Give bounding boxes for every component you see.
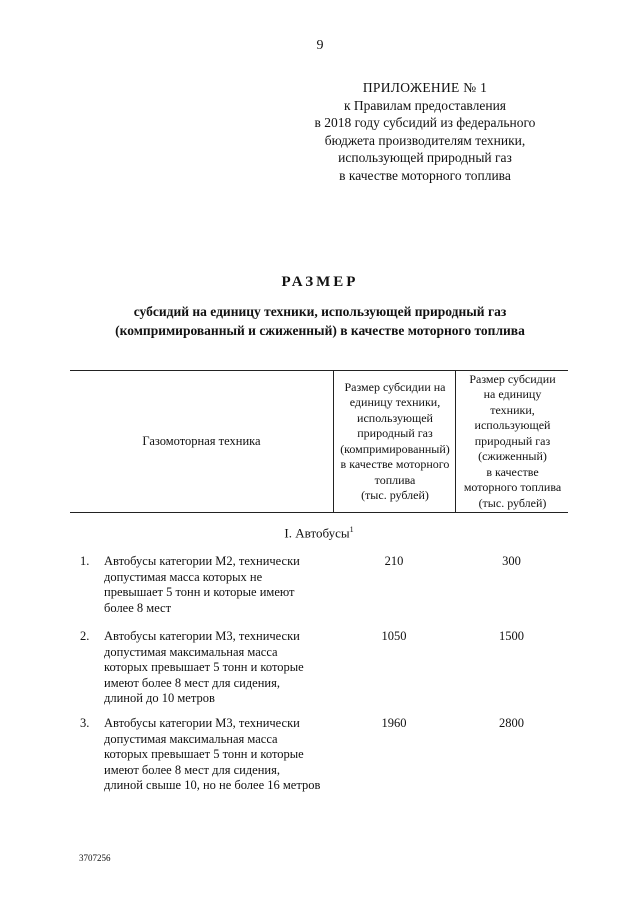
header-lng (455, 371, 569, 512)
row-cng-value: 1960 (381, 716, 407, 730)
header-lng-line: на единицу (483, 387, 542, 402)
subtitle-line: (компримированный и сжиженный) в качестве моторного топлива (115, 323, 525, 338)
row-description-line: более 8 мест (104, 600, 172, 615)
appendix-block (280, 79, 570, 184)
header-cng-line: использующей (357, 410, 433, 425)
row-description-line: допустимая максимальная масса (104, 644, 278, 659)
appendix-heading: ПРИЛОЖЕНИЕ № 1 (362, 80, 488, 95)
row-lng-value: 300 (502, 554, 521, 568)
row-description-line: имеют более 8 мест для сидения, (104, 675, 280, 690)
row-description-line: имеют более 8 мест для сидения, (104, 762, 280, 777)
row-description-line: Автобусы категории М2, технически (104, 554, 300, 568)
row-cng-value: 1050 (381, 629, 407, 643)
row-description-line: допустимая максимальная масса (104, 731, 278, 746)
header-lng-line: использующей (474, 418, 551, 433)
footer-document-code: 3707256 (79, 853, 111, 863)
page-number: 9 (316, 38, 324, 53)
row-description-line: которых превышает 5 тонн и которые (104, 747, 304, 761)
header-cng-line: (компримированный) (340, 441, 450, 456)
header-cng-line: Размер субсидии на (344, 379, 446, 394)
appendix-line: использующей природный газ (338, 150, 512, 165)
header-lng-line: Размер субсидии (469, 371, 556, 386)
document-title: РАЗМЕР (281, 274, 359, 290)
header-lng-line: техники, (490, 402, 535, 417)
row-description-line: Автобусы категории М3, технически (104, 629, 300, 643)
header-cng-line: единицу техники, (349, 395, 441, 409)
header-lng-line: (сжиженный) (478, 449, 547, 464)
row-number: 3. (80, 716, 90, 730)
appendix-line: к Правилам предоставления (343, 97, 507, 113)
row-description-line: длиной до 10 метров (104, 691, 215, 705)
header-lng-line: моторного топлива (463, 480, 562, 495)
row-description-line: которых превышает 5 тонн и которые (104, 660, 304, 674)
row-lng-value: 1500 (499, 629, 524, 643)
row-description-line: длиной свыше 10, но не более 16 метров (104, 778, 321, 792)
row-lng-value: 2800 (499, 716, 524, 730)
row-number: 2. (80, 629, 90, 643)
table-header (70, 370, 568, 513)
header-lng-line: в качестве (486, 464, 539, 479)
header-cng (333, 371, 456, 512)
header-technology: Газомоторная техника (142, 434, 261, 448)
row-description (104, 629, 334, 707)
section-heading (70, 525, 568, 541)
row-description (104, 716, 334, 794)
header-cng-line: топлива (374, 472, 416, 487)
subtitle-line: субсидий на единицу техники, использующей природный газ (133, 304, 507, 319)
subsidy-table (70, 370, 568, 792)
row-description-line: превышает 5 тонн и которые имеют (104, 585, 295, 599)
row-description (104, 554, 334, 616)
appendix-line: бюджета производителям техники, (324, 132, 526, 148)
section-footnote-marker: 1 (349, 525, 354, 534)
appendix-line: в 2018 году субсидий из федерального (314, 115, 536, 130)
row-cng-value: 210 (384, 554, 404, 568)
header-cng-line: природный газ (357, 426, 433, 440)
row-description-line: допустимая масса которых не (104, 569, 263, 584)
section-label: I. Автобусы (284, 525, 350, 541)
header-cng-line: (тыс. рублей) (361, 488, 429, 502)
header-lng-line: природный газ (474, 433, 551, 448)
header-lng-line: (тыс. рублей) (478, 495, 547, 510)
row-number: 1. (80, 554, 90, 568)
row-description-line: Автобусы категории М3, технически (104, 716, 300, 730)
header-cng-line: в качестве моторного (340, 457, 450, 471)
appendix-line: в качестве моторного топлива (339, 167, 511, 183)
document-subtitle (70, 302, 570, 340)
